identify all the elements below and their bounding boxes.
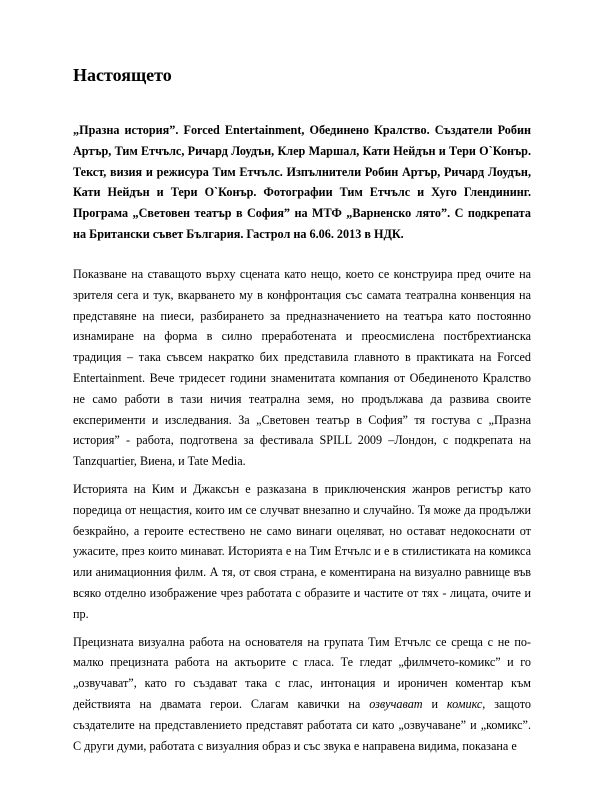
emphasized-word: комикс bbox=[446, 696, 483, 711]
emphasized-word: озвучават bbox=[369, 696, 423, 711]
paragraph-text: Прецизната визуална работа на основателя на групата Тим Етчълс се среща с не по-малко прецизната работа на актьорите с гласа. Те гледат „филмчето-комикс” и го „озвучават”, като го създават така с глас, интонация и ироничен коментар към действията на двамата герои. Слагам кавички на bbox=[73, 634, 531, 711]
production-credits: „Празна история”. Forced Entertainment, Обединено Кралство. Създатели Робин Артър, Тим Етчълс, Ричард Лоудън, Клер Маршал, Кати Нейдън и Тери О`Конър. Текст, визия и режисура Тим Етчълс. Изпълнители Робин Артър, Ричард Лоудън, Кати Нейдън и Тери О`Конър. Фотографии Тим Етчълс и Хуго Глендининг. Програма „Световен театър в София” на МТФ „Варненско лято”. С подкрепата на Британски съвет България. Гастрол на 6.06. 2013 в НДК. bbox=[73, 123, 531, 241]
article-body bbox=[73, 264, 531, 763]
paragraph bbox=[73, 632, 531, 757]
paragraph-text: , защото създателите на представлението представят работата си като „озвучаване” и „комикс”. С други думи, работата с визуалния образ и със звука е направена видима, показана е bbox=[73, 696, 531, 753]
paragraph-text: и bbox=[422, 696, 447, 711]
paragraph: Показване на ставащото върху сцената като нещо, което се конструира пред очите на зрителя сега и тук, вкарването му в конфронтация със самата театрална конвенция на представяне на пиеси, разбирането за предназначението на театъра като постоянно изнамиране на форма в силно преработената и преосмислена постбрехтианска традиция – така съвсем накратко бих представила главното в практиката на Forced Entertainment. Вече тридесет години знаменитата компания от Обединеното Кралство не само работи в тази ничия театрална земя, но продължава да развива своите експерименти и изследвания. За „Световен театър в София” тя гостува с „Празна история” - работа, подготвена за фестивала SPILL 2009 –Лондон, с подкрепата на Tanzquartier, Виена, и Tate Media. bbox=[73, 267, 531, 469]
paragraph: Историята на Ким и Джаксън е разказана в приключенския жанров регистър като поредица от нещастия, които им се случват внезапно и случайно. Тя може да продължи безкрайно, а героите естествено не само винаги оцеляват, но остават недокоснати от ужасите, през които минават. Историята е на Тим Етчълс и е в стилистиката на комикса или анимационния филм. А тя, от своя страна, е коментирана на визуално равнище във всяко отделно изображение чрез работата с образите и частите от тях - лицата, очите и пр. bbox=[73, 481, 531, 621]
page-title: Настоящето bbox=[73, 65, 172, 85]
